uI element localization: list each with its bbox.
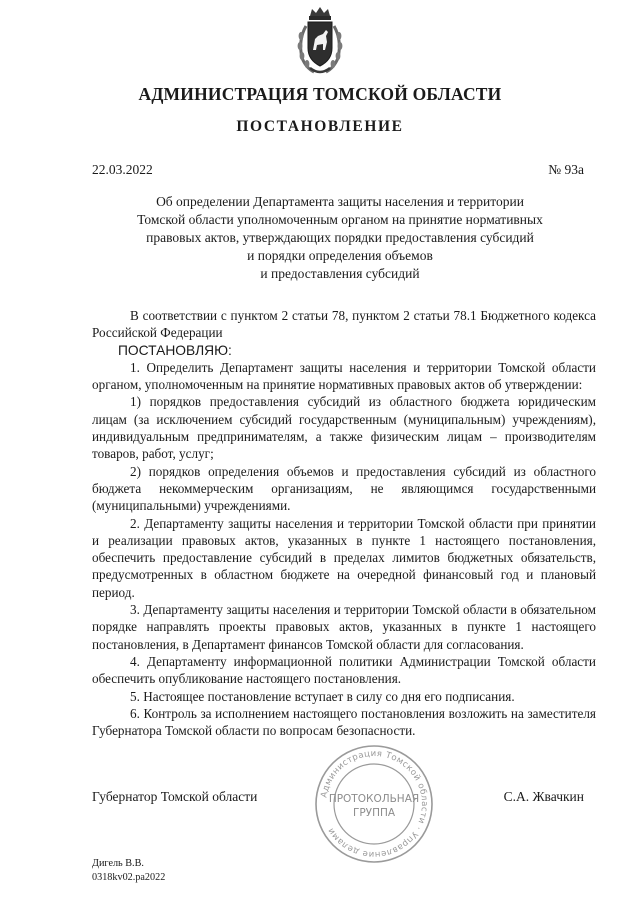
document-number: № 93а <box>548 162 584 177</box>
signatory-position: Губернатор Томской области <box>92 789 258 804</box>
clause-paragraph: 6. Контроль за исполнением настоящего постановления возложить на заместителя Губернатора Томской области по вопросам безопасности. <box>92 705 596 739</box>
document-date: 22.03.2022 <box>92 162 153 177</box>
signatory-name: С.А. Жвачкин <box>503 789 584 804</box>
preamble-paragraph: В соответствии с пунктом 2 статьи 78, пунктом 2 статьи 78.1 Бюджетного кодекса Российской Федерации <box>92 308 596 341</box>
organization-title: АДМИНИСТРАЦИЯ ТОМСКОЙ ОБЛАСТИ <box>138 84 502 104</box>
clause-paragraph: 3. Департаменту защиты населения и территории Томской области в обязательном порядке направлять проекты правовых актов, указанных в пункте 1 настоящего постановления, в Департамент финансов Томской области для согласования. <box>92 602 596 652</box>
protocol-group-stamp <box>312 742 436 866</box>
clause-paragraph: 4. Департаменту информационной политики Администрации Томской области обеспечить опубликование настоящего постановления. <box>92 653 596 687</box>
document-subject <box>100 193 580 283</box>
clause-paragraph: 5. Настоящее постановление вступает в силу со дня его подписания. <box>130 688 515 704</box>
clause-paragraph: 1. Определить Департамент защиты населения и территории Томской области органом, уполномоченным на принятие нормативных правовых актов об утверждении: <box>92 359 596 393</box>
document-body <box>92 307 596 739</box>
executor-name: Дигель В.В. <box>92 858 144 869</box>
coat-of-arms-emblem <box>296 6 344 78</box>
clause-paragraph: 2. Департаменту защиты населения и территории Томской области при принятии и реализации правовых актов, указанных в пункте 1 настоящего постановления, обеспечить предоставление субсидий в пределах лимитов бюджетных обязательств, предусмотренных в областном бюджете на очередной финансовый год и плановый период. <box>92 515 596 600</box>
document-type: ПОСТАНОВЛЕНИЕ <box>236 118 404 135</box>
subject-line: правовых актов, утверждающих порядки предоставления субсидий <box>146 230 534 245</box>
resolve-heading: ПОСТАНОВЛЯЮ: <box>118 342 232 358</box>
stamp-center-line: ПРОТОКОЛЬНАЯ <box>328 793 420 805</box>
subject-line: Об определении Департамента защиты населения и территории <box>156 194 524 209</box>
clause-paragraph: 1) порядков предоставления субсидий из областного бюджета юридическим лицам (за исключением субсидий государственным (муниципальным) учреждениям), индивидуальным предпринимателям, а также физическим лицам – производителям товаров, работ, услуг; <box>92 394 596 462</box>
executor-info <box>92 857 165 885</box>
subject-line: и предоставления субсидий <box>260 266 420 281</box>
stamp-center-line: ГРУППА <box>352 807 396 819</box>
clause-paragraph: 2) порядков определения объемов и предоставления субсидий из областного бюджета некоммерческим организациям, не являющимся государственными (муниципальными) учреждениями. <box>92 463 596 514</box>
stamp-ring-text: Администрация Томской области · Управление делами <box>319 748 430 860</box>
executor-code: 0318kv02.pa2022 <box>92 872 166 883</box>
subject-line: Томской области уполномоченным органом на принятие нормативных <box>137 212 543 227</box>
subject-line: и порядки определения объемов <box>247 248 433 263</box>
